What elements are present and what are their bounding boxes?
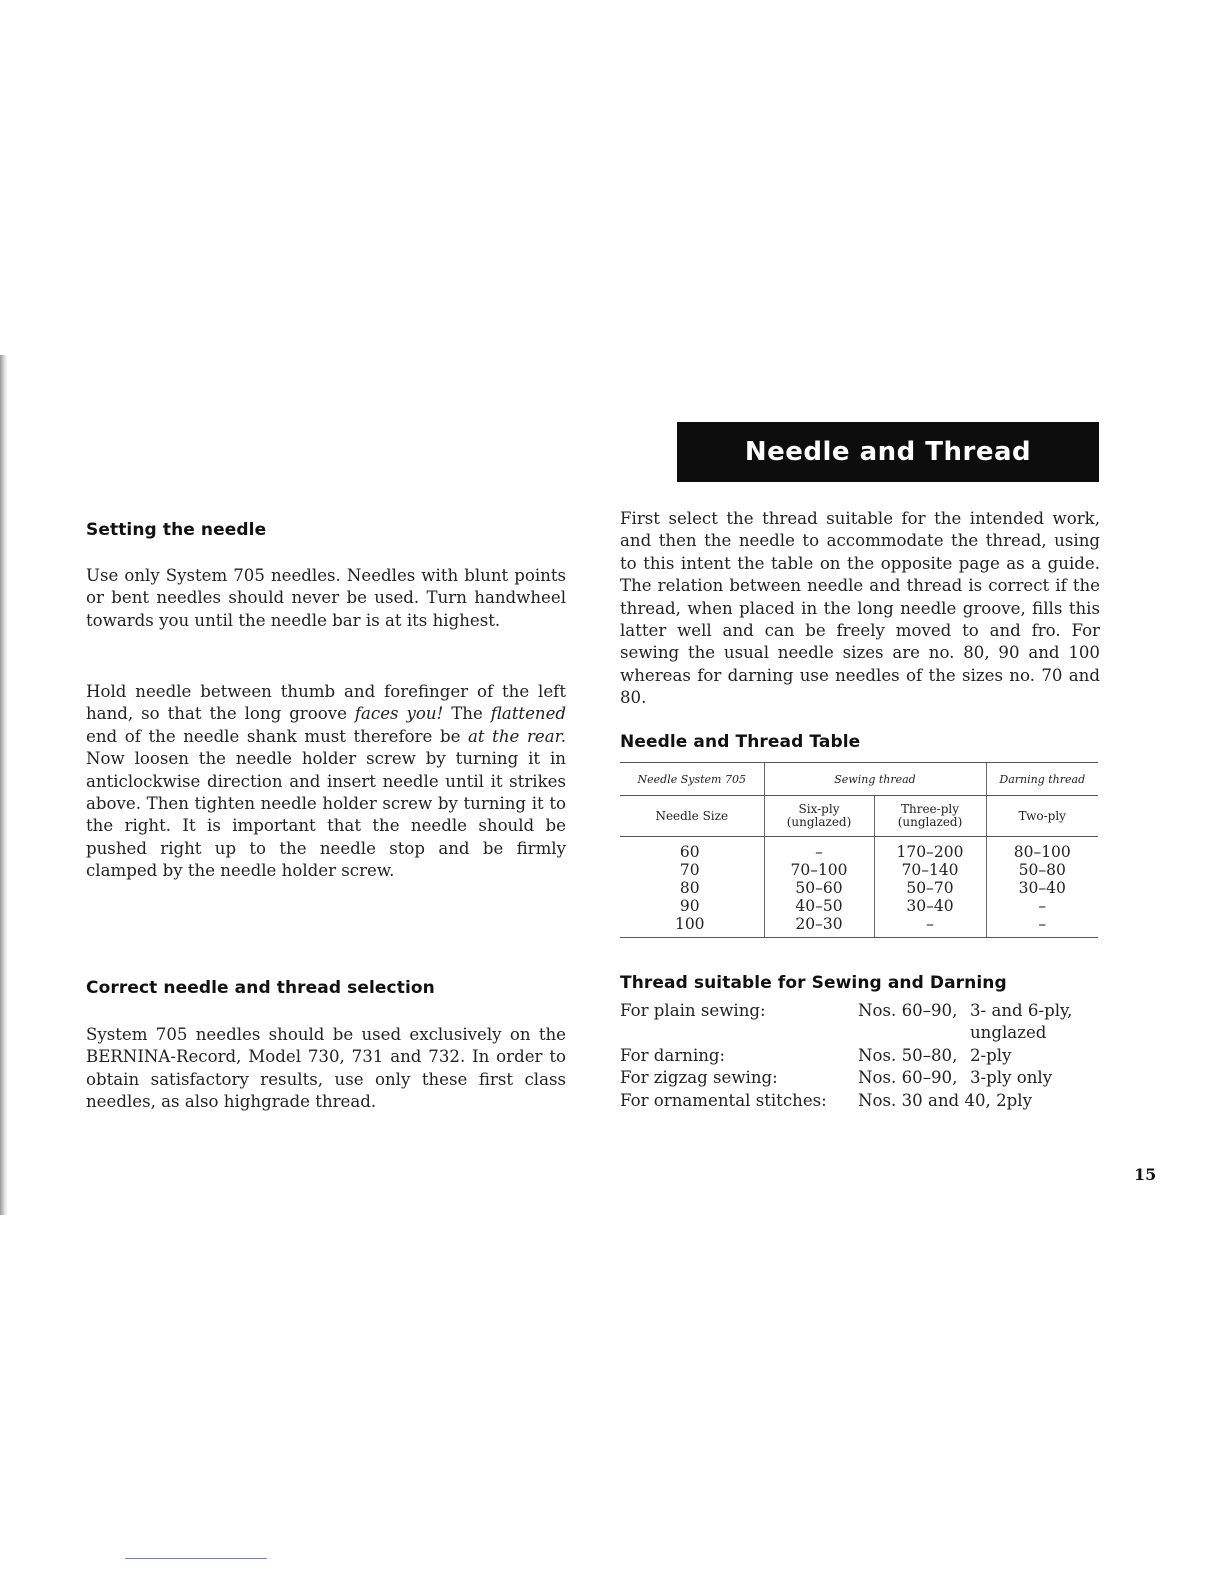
hold-needle-paragraph	[86, 681, 566, 883]
darning-ply: 2-ply	[970, 1045, 1012, 1065]
footer-rule	[125, 1558, 267, 1559]
zigzag-ply: 3-ply only	[970, 1068, 1053, 1088]
cell-three-70: 70–140	[901, 861, 959, 879]
emphasis-flattened: flattened	[490, 704, 567, 724]
six-ply-note: (unglazed)	[786, 815, 852, 829]
zigzag-nos: Nos. 60–90,	[858, 1068, 958, 1088]
header-darning-thread: Darning thread	[986, 763, 1098, 796]
cell-two-60: 80–100	[1013, 843, 1071, 861]
cell-two-70: 50–80	[1018, 861, 1066, 879]
three-ply-note: (unglazed)	[897, 815, 963, 829]
setting-needle-heading: Setting the needle	[86, 520, 267, 540]
cell-six-90: 40–50	[795, 897, 843, 915]
cell-three-90: 30–40	[906, 897, 954, 915]
cell-two-80: 30–40	[1018, 879, 1066, 897]
thread-suitable-list	[620, 1000, 1100, 1112]
three-ply-column	[874, 837, 986, 938]
cell-three-100: –	[926, 915, 934, 933]
plain-sewing-label: For plain sewing:	[620, 1001, 766, 1020]
ornamental-label: For ornamental stitches:	[620, 1090, 827, 1110]
list-item-plain-sewing-extra	[620, 1022, 1100, 1044]
cell-size-60: 60	[679, 843, 700, 861]
header-three-ply	[874, 796, 986, 837]
header-needle-size: Needle Size	[620, 796, 764, 837]
emphasis-at-the-rear: at the rear.	[468, 726, 566, 746]
header-two-ply: Two-ply	[986, 796, 1098, 837]
list-item-darning	[620, 1045, 1100, 1067]
cell-three-80: 50–70	[906, 879, 954, 897]
plain-sewing-nos: Nos. 60–90,	[858, 1001, 958, 1020]
correct-selection-heading: Correct needle and thread selection	[86, 978, 435, 998]
thread-suitable-heading: Thread suitable for Sewing and Darning	[620, 973, 1007, 993]
table-heading: Needle and Thread Table	[620, 732, 861, 752]
darning-nos: Nos. 50–80,	[858, 1045, 958, 1065]
section-title-banner: Needle and Thread	[677, 422, 1099, 482]
two-ply-column	[986, 837, 1098, 938]
cell-size-90: 90	[679, 897, 700, 915]
page-number: 15	[1134, 1165, 1157, 1184]
hold-needle-text-1: Hold needle between thumb and forefinger of the left hand, so that the long groove	[86, 682, 566, 724]
cell-size-100: 100	[674, 915, 705, 933]
binding-shadow	[0, 355, 8, 1215]
header-needle-system: Needle System 705	[620, 763, 764, 796]
emphasis-faces-you: faces you!	[354, 704, 444, 724]
cell-size-70: 70	[679, 861, 700, 879]
hold-needle-text-4: Now loosen the needle holder screw by turning it in anticlockwise direction and insert needle until it strikes above. Then tighten needle holder screw by turning it to the right. It is important that the needle should be pushed right up to the needle stop and be firmly clamped by the needle holder screw.	[86, 749, 566, 881]
setting-needle-paragraph: Use only System 705 needles. Needles with blunt points or bent needles should never be used. Turn handwheel towards you until the needle bar is at its highest.	[86, 566, 566, 630]
header-sewing-thread: Sewing thread	[764, 763, 986, 796]
hold-needle-text-2: The	[443, 704, 491, 724]
list-item-zigzag	[620, 1067, 1100, 1089]
needle-thread-table	[620, 762, 1098, 938]
list-item-ornamental	[620, 1090, 1100, 1112]
cell-six-100: 20–30	[795, 915, 843, 933]
darning-label: For darning:	[620, 1045, 726, 1065]
cell-size-80: 80	[679, 879, 700, 897]
plain-sewing-extra: unglazed	[970, 1023, 1047, 1043]
hold-needle-text-3: end of the needle shank must therefore be	[86, 726, 469, 746]
cell-six-80: 50–60	[795, 879, 843, 897]
cell-six-70: 70–100	[790, 861, 848, 879]
plain-sewing-ply: 3- and 6-ply,	[970, 1001, 1073, 1020]
zigzag-label: For zigzag sewing:	[620, 1068, 778, 1088]
six-ply-column	[764, 837, 874, 938]
needle-size-column	[620, 837, 764, 938]
cell-six-60: –	[815, 843, 823, 861]
intro-paragraph: First select the thread suitable for the intended work, and then the needle to accommodate the thread, using to this intent the table on the opposite page as a guide. The relation between needle and thread is correct if the thread, when placed in the long needle groove, fills this latter well and can be freely moved to and fro. For sewing the usual needle sizes are no. 80, 90 and 100 whereas for darning use needles of the sizes no. 70 and 80.	[620, 509, 1100, 708]
ornamental-nos: Nos. 30 and 40, 2ply	[858, 1090, 1032, 1110]
header-six-ply	[764, 796, 874, 837]
cell-two-100: –	[1038, 915, 1047, 933]
six-ply-label: Six-ply	[798, 802, 840, 816]
cell-three-60: 170–200	[896, 843, 964, 861]
three-ply-label: Three-ply	[900, 802, 960, 816]
cell-two-90: –	[1038, 897, 1047, 915]
list-item-plain-sewing	[620, 1000, 1100, 1022]
correct-selection-paragraph: System 705 needles should be used exclusively on the BERNINA-Record, Model 730, 731 and 732. In order to obtain satisfactory results, use only these first class needles, as also highgrade thread.	[86, 1025, 566, 1112]
